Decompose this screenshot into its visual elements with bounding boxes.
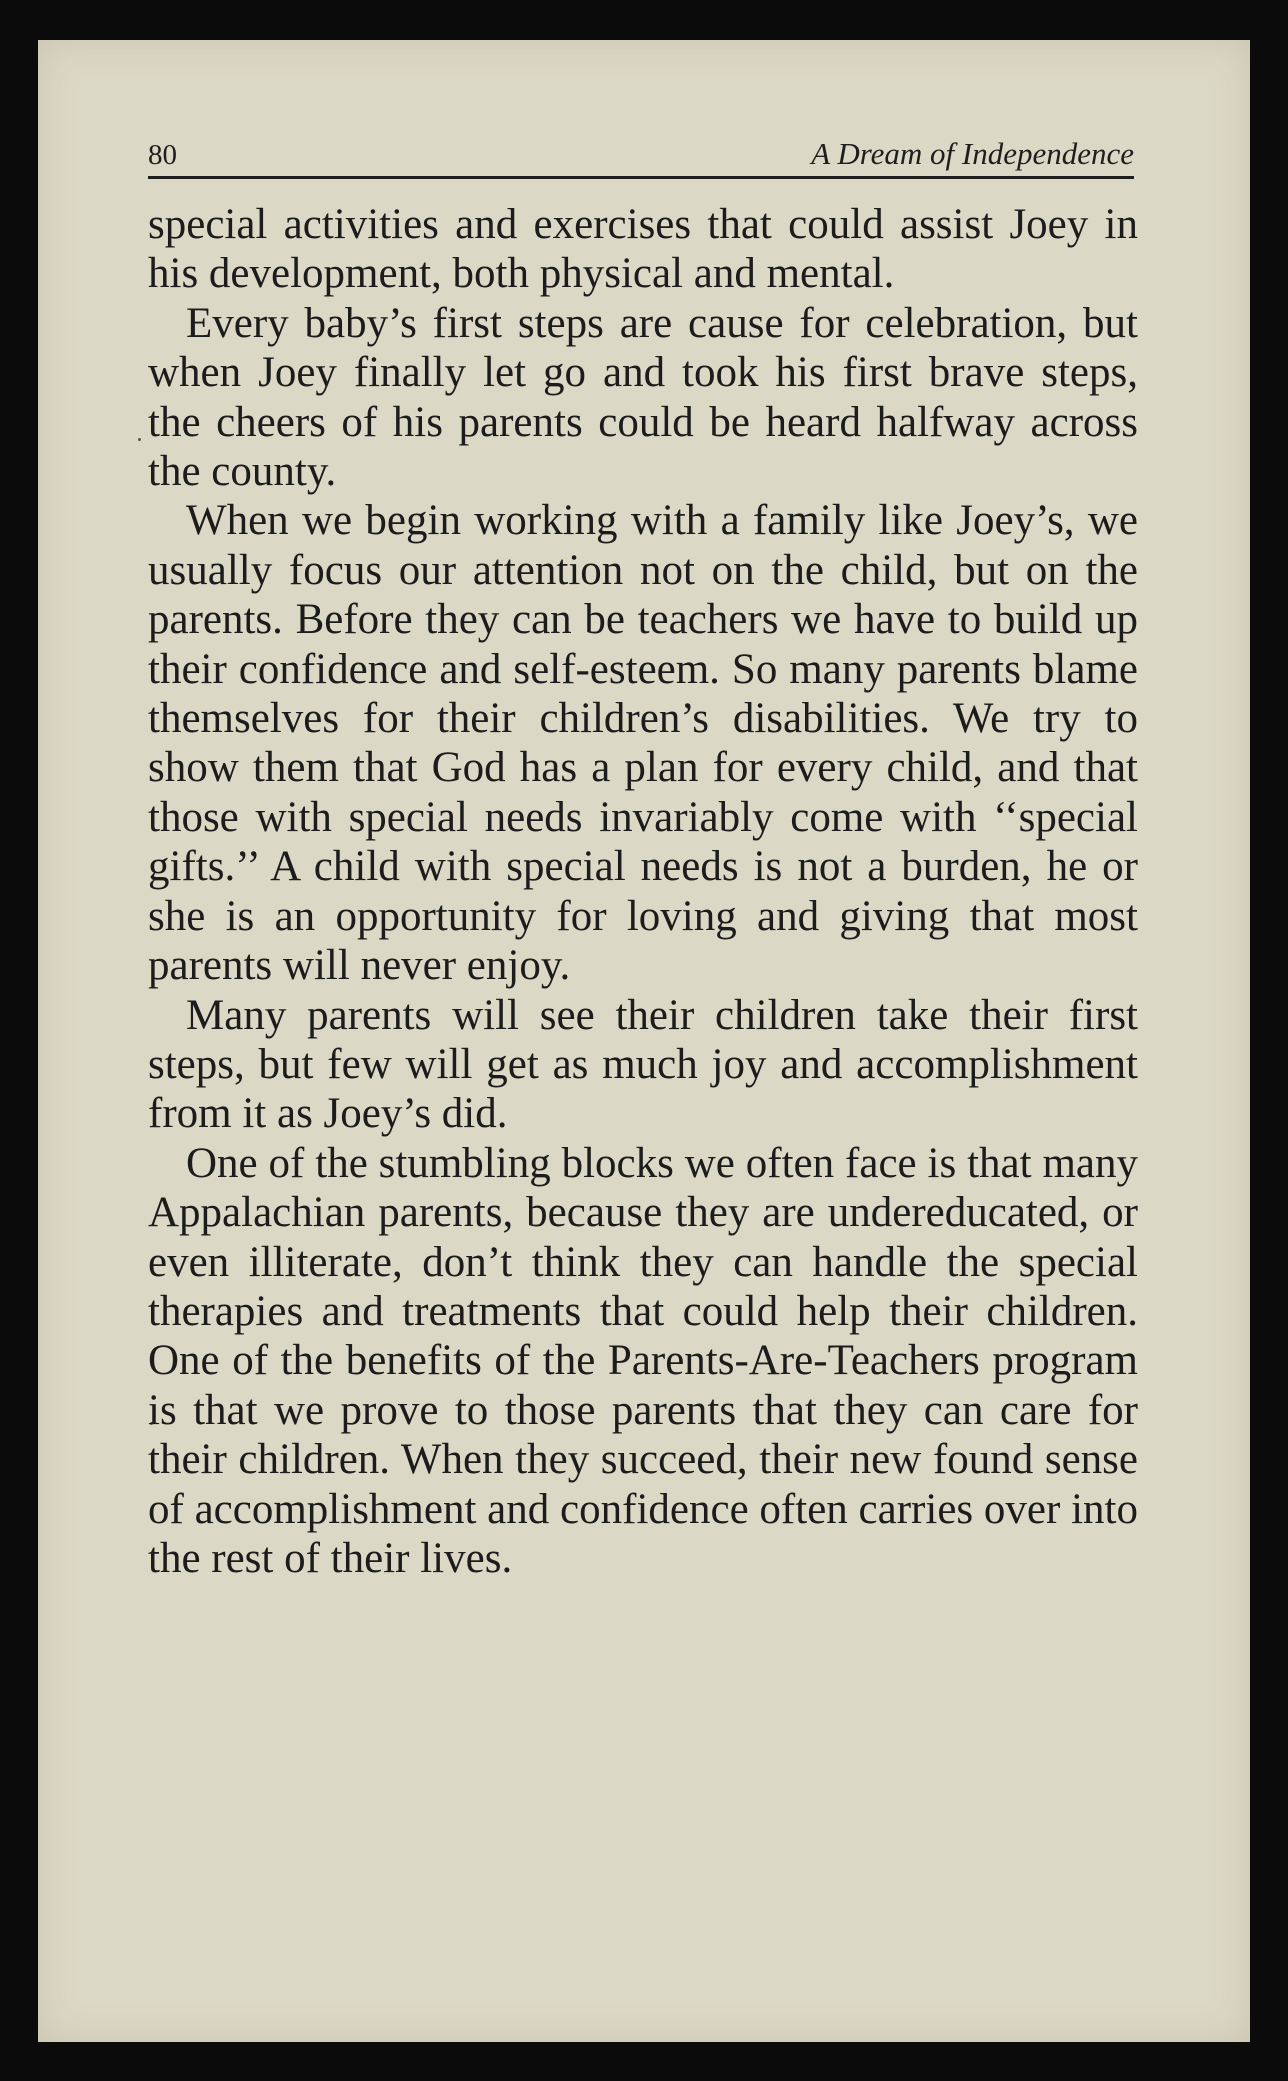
paper-speck	[138, 438, 141, 441]
paragraph: Many parents will see their children take their first steps, but few will get as much joy and accomplishment from it as Joey’s did.	[148, 991, 1138, 1138]
page-number: 80	[148, 139, 177, 171]
running-head	[148, 124, 1134, 179]
paragraph: One of the stumbling blocks we often face is that many Appalachian parents, because they are undereducated, or even illiterate, don’t think they can handle the special therapies and treatments that could help their children. One of the benefits of the Parents-Are-Teachers program is that we prove to those parents that they can care for their children. When they succeed, their new found sense of accomplishment and confidence often carries over into the rest of their lives.	[148, 1139, 1138, 1582]
body-text	[148, 200, 1138, 1583]
running-title: A Dream of Independence	[811, 136, 1134, 171]
paragraph: Every baby’s first steps are cause for celebration, but when Joey finally let go and took his first brave steps, the cheers of his parents could be heard halfway across the county.	[148, 299, 1138, 496]
paragraph: special activities and exercises that could assist Joey in his development, both physical and mental.	[148, 201, 1138, 298]
paragraph: When we begin working with a family like Joey’s, we usually focus our attention not on the child, but on the parents. Before they can be teachers we have to build up their confidence and self-esteem. So many parents blame themselves for their children’s disabilities. We try to show them that God has a plan for every child, and that those with special needs invariably come with ‘‘special gifts.’’ A child with special needs is not a burden, he or she is an opportunity for loving and giving that most parents will never enjoy.	[148, 497, 1138, 990]
